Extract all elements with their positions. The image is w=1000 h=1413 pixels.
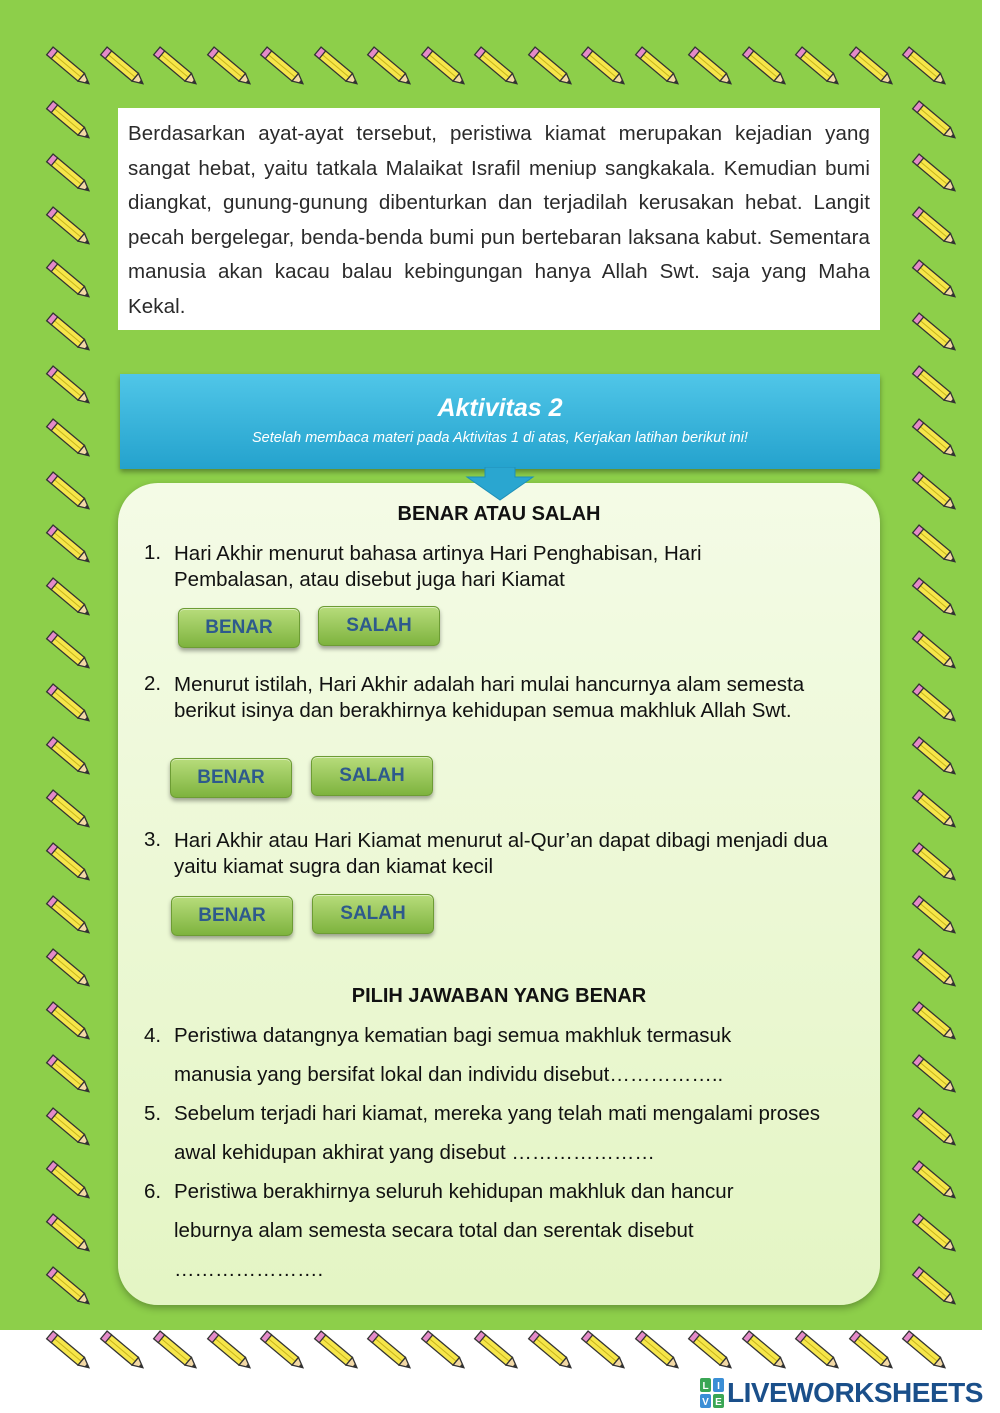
pencil-icon bbox=[908, 412, 962, 466]
question-number: 6. bbox=[144, 1180, 162, 1203]
pencil-icon bbox=[42, 465, 96, 519]
pencil-icon bbox=[908, 1154, 962, 1208]
pencil-icon bbox=[908, 1101, 962, 1155]
pencil-icon bbox=[42, 571, 96, 625]
pencil-icon bbox=[908, 942, 962, 996]
pencil-icon bbox=[908, 518, 962, 572]
pencil-icon bbox=[470, 1324, 524, 1378]
pencil-icon bbox=[96, 1324, 150, 1378]
question-text: Peristiwa berakhirnya seluruh kehidupan makhluk dan hancur leburnya alam semesta secara total dan serentak disebut …………………. bbox=[174, 1180, 734, 1281]
pencil-icon bbox=[908, 889, 962, 943]
pencil-icon bbox=[363, 1324, 417, 1378]
pencil-icon bbox=[417, 40, 471, 94]
pencil-icon bbox=[908, 1260, 962, 1314]
pencil-icon bbox=[845, 1324, 899, 1378]
question-text: Hari Akhir menurut bahasa artinya Hari Penghabisan, Hari Pembalasan, atau disebut juga hari Kiamat bbox=[174, 542, 702, 591]
pencil-icon bbox=[42, 359, 96, 413]
logo-letter: V bbox=[702, 1397, 709, 1408]
q1-benar-button[interactable]: BENAR bbox=[178, 608, 300, 648]
pencil-icon bbox=[908, 94, 962, 148]
pencil-icon bbox=[524, 1324, 578, 1378]
pencil-icon bbox=[42, 200, 96, 254]
brand-name: LIVEWORKSHEETS bbox=[727, 1377, 983, 1408]
pencil-icon bbox=[203, 1324, 257, 1378]
question-number: 4. bbox=[144, 1024, 162, 1047]
pencil-icon bbox=[470, 40, 524, 94]
pencil-icon bbox=[149, 40, 203, 94]
true-false-heading: BENAR ATAU SALAH bbox=[397, 503, 601, 525]
pencil-icon bbox=[42, 412, 96, 466]
pencil-icon bbox=[908, 1207, 962, 1261]
pencil-icon bbox=[42, 783, 96, 837]
pencil-icon bbox=[42, 147, 96, 201]
pencil-icon bbox=[908, 147, 962, 201]
logo-letter: E bbox=[715, 1397, 722, 1408]
liveworksheets-brand bbox=[700, 1376, 983, 1410]
pencil-icon bbox=[363, 40, 417, 94]
pencil-icon bbox=[908, 783, 962, 837]
pencil-icon bbox=[42, 1101, 96, 1155]
pencil-icon bbox=[908, 359, 962, 413]
pencil-icon bbox=[42, 1260, 96, 1314]
pencil-icon bbox=[42, 624, 96, 678]
q2-benar-button[interactable]: BENAR bbox=[170, 758, 292, 798]
pencil-icon bbox=[42, 1207, 96, 1261]
logo-letter: I bbox=[717, 1381, 720, 1392]
q1-salah-button[interactable]: SALAH bbox=[318, 606, 440, 646]
q3-salah-button[interactable]: SALAH bbox=[312, 894, 434, 934]
pencil-icon bbox=[42, 995, 96, 1049]
pencil-icon bbox=[310, 40, 364, 94]
question-text: Menurut istilah, Hari Akhir adalah hari mulai hancurnya alam semesta berikut isinya dan berakhirnya kehidupan semua makhluk Allah Swt. bbox=[174, 673, 805, 722]
pencil-icon bbox=[631, 1324, 685, 1378]
pencil-icon bbox=[42, 730, 96, 784]
pencil-icon bbox=[42, 518, 96, 572]
pencil-icon bbox=[908, 465, 962, 519]
question-text: Peristiwa datangnya kematian bagi semua makhluk termasuk manusia yang bersifat lokal dan individu disebut…………….. bbox=[174, 1024, 732, 1086]
q2-salah-button[interactable]: SALAH bbox=[311, 756, 433, 796]
question-number: 2. bbox=[144, 672, 162, 695]
question-text: Sebelum terjadi hari kiamat, mereka yang telah mati mengalami proses awal kehidupan akhirat yang disebut ………………… bbox=[174, 1102, 821, 1164]
pencil-icon bbox=[577, 40, 631, 94]
activity-title: Aktivitas 2 bbox=[437, 394, 563, 422]
pencil-icon bbox=[96, 40, 150, 94]
q3-benar-button[interactable]: BENAR bbox=[171, 896, 293, 936]
pencil-icon bbox=[738, 40, 792, 94]
pencil-icon bbox=[908, 571, 962, 625]
banner-arrow-icon bbox=[465, 467, 535, 501]
pencil-icon bbox=[42, 889, 96, 943]
pencil-icon bbox=[908, 1048, 962, 1102]
pencil-icon bbox=[42, 1154, 96, 1208]
pencil-icon bbox=[149, 1324, 203, 1378]
pencil-icon bbox=[845, 40, 899, 94]
pencil-icon bbox=[908, 995, 962, 1049]
pencil-icon bbox=[256, 1324, 310, 1378]
pencil-icon bbox=[42, 942, 96, 996]
pencil-icon bbox=[631, 40, 685, 94]
pencil-icon bbox=[42, 94, 96, 148]
pencil-icon bbox=[908, 253, 962, 307]
pencil-icon bbox=[203, 40, 257, 94]
question-number: 5. bbox=[144, 1102, 162, 1125]
pencil-icon bbox=[42, 40, 96, 94]
pencil-icon bbox=[417, 1324, 471, 1378]
pencil-icon bbox=[908, 200, 962, 254]
choose-answer-heading: PILIH JAWABAN YANG BENAR bbox=[351, 985, 647, 1007]
question-number: 1. bbox=[144, 541, 162, 564]
pencil-icon bbox=[42, 253, 96, 307]
liveworksheets-logo-icon bbox=[700, 1378, 724, 1408]
pencil-icon bbox=[256, 40, 310, 94]
pencil-icon bbox=[684, 40, 738, 94]
intro-text-box bbox=[118, 108, 880, 330]
pencil-icon bbox=[684, 1324, 738, 1378]
pencil-icon bbox=[908, 306, 962, 360]
pencil-icon bbox=[42, 836, 96, 890]
pencil-icon bbox=[908, 624, 962, 678]
pencil-icon bbox=[42, 306, 96, 360]
pencil-icon bbox=[908, 836, 962, 890]
pencil-icon bbox=[42, 1048, 96, 1102]
activity-banner bbox=[120, 374, 880, 469]
pencil-icon bbox=[310, 1324, 364, 1378]
pencil-icon bbox=[42, 677, 96, 731]
pencil-icon bbox=[908, 677, 962, 731]
question-number: 3. bbox=[144, 828, 162, 851]
activity-subtitle: Setelah membaca materi pada Aktivitas 1 di atas, Kerjakan latihan berikut ini! bbox=[252, 430, 748, 446]
pencil-icon bbox=[42, 1324, 96, 1378]
intro-paragraph: Berdasarkan ayat-ayat tersebut, peristiwa kiamat merupakan kejadian yang sangat hebat, yaitu tatkala Malaikat Israfil meniup sangkakala. Kemudian bumi diangkat, gunung-gunung dibenturkan dan terjadilah kerusakan hebat. Langit pecah bergelegar, benda-benda bumi pun bertebaran laksana kabut. Sementara manusia akan kacau balau kebingungan hanya Allah Swt. saja yang Maha Kekal. bbox=[128, 122, 870, 318]
question-text: Hari Akhir atau Hari Kiamat menurut al-Qur’an dapat dibagi menjadi dua yaitu kiamat sugra dan kiamat kecil bbox=[174, 829, 828, 878]
pencil-icon bbox=[738, 1324, 792, 1378]
pencil-icon bbox=[577, 1324, 631, 1378]
logo-letter: L bbox=[702, 1381, 709, 1392]
pencil-icon bbox=[908, 730, 962, 784]
pencil-icon bbox=[898, 40, 952, 94]
pencil-icon bbox=[524, 40, 578, 94]
pencil-icon bbox=[791, 40, 845, 94]
pencil-icon bbox=[791, 1324, 845, 1378]
pencil-icon bbox=[898, 1324, 952, 1378]
